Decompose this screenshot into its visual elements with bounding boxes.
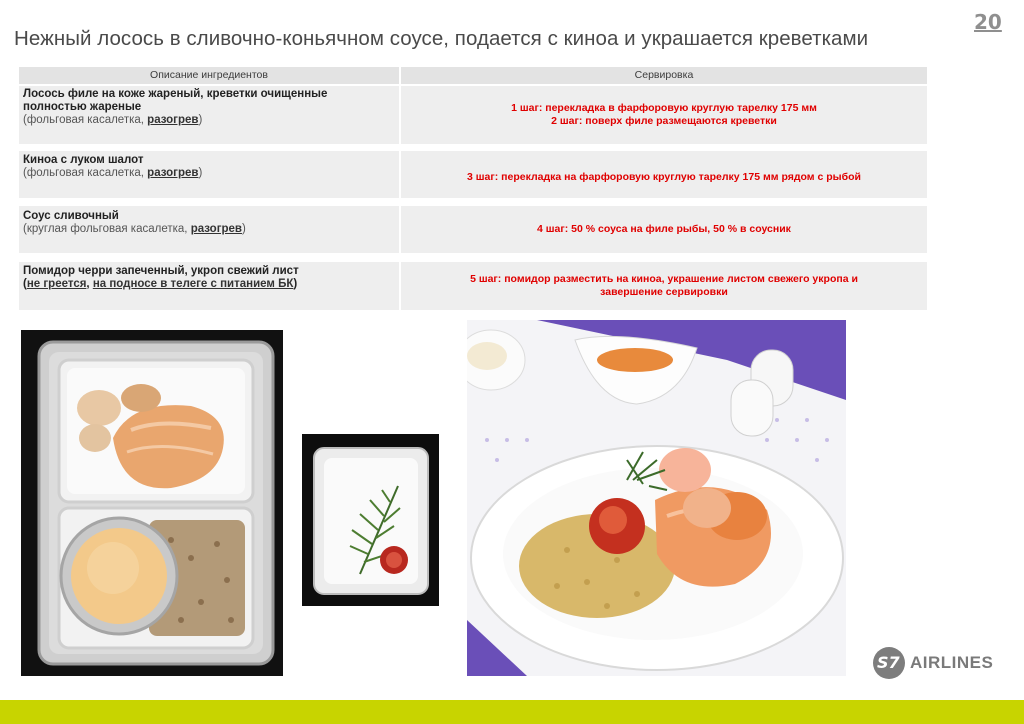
note-prefix: (фольговая касалетка, bbox=[23, 167, 148, 179]
serving-step: 4 шаг: 50 % соуса на филе рыбы, 50 % в соусник bbox=[537, 222, 791, 235]
logo-mark: S7 bbox=[877, 653, 900, 672]
ingredient-note bbox=[23, 167, 395, 180]
table-header bbox=[19, 67, 927, 84]
ingredient-note: (не греется, на подносе в телеге с питанием БК) bbox=[23, 278, 298, 290]
note-action: разогрев bbox=[147, 167, 199, 179]
ingredient-note bbox=[23, 114, 395, 127]
ingredient-name: Лосось филе на коже жареный, креветки очищенные bbox=[23, 88, 328, 100]
note-prefix: (круглая фольговая касалетка, bbox=[23, 223, 191, 235]
table-row bbox=[19, 262, 927, 310]
ingredient-name: Помидор черри запеченный, укроп свежий лист bbox=[23, 265, 299, 277]
logo-text: AIRLINES bbox=[910, 653, 994, 672]
note-prefix: (фольговая касалетка, bbox=[23, 114, 148, 126]
note-action: разогрев bbox=[147, 114, 199, 126]
ingredient-name: Киноа с луком шалот bbox=[23, 154, 144, 166]
page-number: 20 bbox=[974, 10, 1002, 34]
note-suffix: ) bbox=[198, 167, 203, 179]
ingredient-cell bbox=[19, 86, 399, 144]
served-plate-photo bbox=[467, 320, 846, 676]
table-row bbox=[19, 151, 927, 198]
header-ingredients: Описание ингредиентов bbox=[150, 69, 268, 81]
ingredient-cell bbox=[19, 262, 399, 310]
note-suffix: ) bbox=[198, 114, 203, 126]
serving-cell bbox=[399, 86, 927, 144]
table-row bbox=[19, 206, 927, 253]
serving-step: 3 шаг: перекладка на фарфоровую круглую тарелку 175 мм рядом с рыбой bbox=[467, 170, 861, 183]
serving-cell bbox=[399, 206, 927, 253]
serving-step: 2 шаг: поверх филе размещаются креветки bbox=[551, 115, 777, 127]
ingredients-table bbox=[19, 67, 927, 298]
serving-step: 1 шаг: перекладка в фарфоровую круглую тарелку 175 мм bbox=[511, 101, 817, 114]
accent-bar bbox=[0, 700, 1024, 724]
tray-meal-photo bbox=[21, 330, 283, 676]
note-sep: , bbox=[86, 278, 93, 290]
serving-cell bbox=[399, 151, 927, 198]
serving-step: завершение сервировки bbox=[600, 286, 728, 298]
ingredient-cell bbox=[19, 151, 399, 198]
note-suffix: ) bbox=[241, 223, 246, 235]
note-action: разогрев bbox=[190, 223, 242, 235]
ingredient-cell bbox=[19, 206, 399, 253]
garnish-tray-photo bbox=[302, 434, 439, 606]
page-title: Нежный лосось в сливочно-коньячном соусе, подается с киноа и украшается креветками bbox=[14, 27, 869, 50]
ingredient-name-cont: полностью жареные bbox=[23, 101, 142, 113]
s7-airlines-logo bbox=[872, 646, 1006, 680]
ingredient-name: Соус сливочный bbox=[23, 210, 119, 222]
table-row bbox=[19, 86, 927, 144]
serving-cell bbox=[399, 262, 927, 310]
ingredient-note bbox=[23, 223, 395, 236]
serving-step: 5 шаг: помидор разместить на киноа, украшение листом свежего укропа и bbox=[470, 272, 858, 285]
header-serving: Сервировка bbox=[399, 67, 927, 84]
note-part1: не греется bbox=[26, 278, 87, 290]
note-part2: на подносе в телеге с питанием БК bbox=[92, 278, 294, 290]
